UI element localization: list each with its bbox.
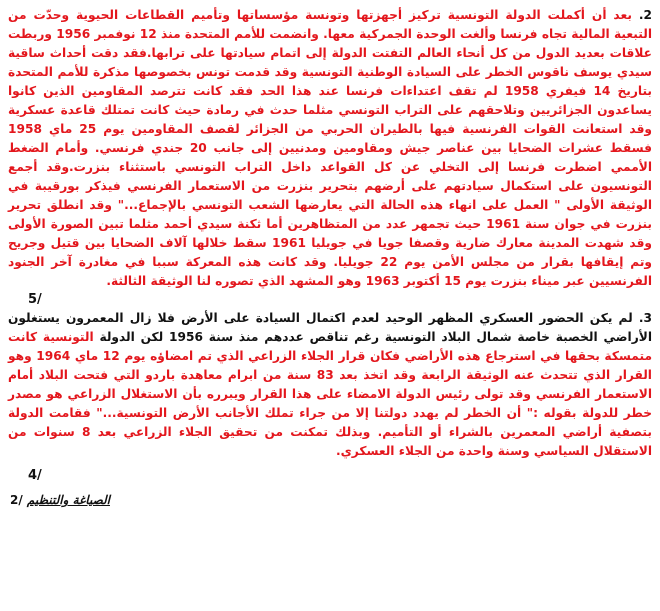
- paragraph-number: 3.: [638, 311, 652, 325]
- score-mark: 5/: [28, 292, 42, 307]
- paragraph-text: التونسية كانت متمسكة بحقها في استرجاع هذه الأراضي فكان قرار الجلاء الزراعي الذي تم امضاؤه يوم 12 ماي 1964 وهو القرار الذي تتحدث عنه الوثيقة الرابعة وقد اتخذ بعد 83 سنة من ابرام معاهدة باردو التي فتحت البلاد أمام الاستعمار الفرنسي وقد تولى رئيس الدولة الامضاء على هذا القرار ويبرره بأن الاستغلال الزراعي هو مصدر خطر للدولة بقوله :" أن الخطر لم يهدد دولتنا إلا من جراء تملك الأجانب الأرض التونسية..." فقامت الدولة بتصفية أراضي المعمرين بالشراء أو التأميم. وبذلك تمكنت من تحقيق الجلاء الزراعي بعد 8 سنوات من الاستقلال السياسي وسنة واحدة من الجلاء العسكري.: [8, 330, 652, 458]
- footer-label: الصياغة والتنظيم: [26, 493, 110, 507]
- paragraph-number: 2.: [638, 8, 652, 22]
- paragraph-text: لم يكن الحضور العسكري المظهر الوحيد لعدم اكتمال السيادة على الأرض فلا زال المعمرون يستغلون الأراضي الخصبة خاصة شمال البلاد التونسية رغم تناقص عددهم منذ سنة 1956 لكن الدولة: [8, 311, 652, 344]
- paragraph-3: [8, 309, 652, 461]
- footer-score: [8, 491, 652, 509]
- paragraph-2: [8, 6, 652, 291]
- footer-mark: 2/: [10, 493, 23, 507]
- paragraph-text: بعد أن أكملت الدولة التونسية تركيز أجهزتها وتونسة مؤسساتها وتأميم القطاعات الحيوية وحدّت من التبعية المالية تجاه فرنسا وألغت الوحدة الجمركية معها. وانضمت للأمم المتحدة منذ 12 نوفمبر 1956 وربطت علاقات بعديد الدول من كل أنحاء العالم التفتت الدولة إلى اتمام سيادتها على ترابها.فقد دقت أحداث ساقية سيدي يوسف ناقوس الخطر على السيادة الوطنية التونسية وقد قدمت تونس بخصوصها مذكرة للأمم المتحدة بتاريخ 14 فيفري 1958 لم تقف اعتداءات فرنسا عند هذا الحد فقد كانت تترصد المقاومين الذين كانوا يساعدون الجزائريين وتلاحقهم على التراب التونسي مثلما حدث في رمادة حيث كانت تمتلك قاعدة عسكرية وقد استعانت القوات الفرنسية فيها بالطيران الحربي من الجزائر لقصف المقاومين يوم 25 ماي 1958 فسقط عشرات الضحايا بين عناصر جيش ومقاومين ومدنيين إلى جانب 20 جندي فرنسي. وأمام الضغط الأممي اضطرت فرنسا إلى التخلي عن كل القواعد داخل التراب التونسي باستثناء بنزرت.وقد أجمع التونسيون على استكمال سيادتهم على أرضهم بتحرير بنزرت من الاستعمار الفرنسي فيذكر بورقيبة في الوثيقة الأولى " العمل على انهاء هذه الحالة التي يعارضها الشعب التونسي بالإجماع..." وقد انطلق تحرير بنزرت في جوان سنة 1961 حيث تجمهر عدد من المتظاهرين أما ثكنة سيدي أحمد مثلما تبين الصورة الأولى وقد شهدت المدينة معارك ضارية وقصفا جويا في جويليا 1961 سقط خلالها آلاف الضحايا بين قتيل وجريح وتم إيقافها بقرار من مجلس الأمن يوم 22 جويليا. وقد كانت هذه المعركة سببا في مغادرة آخر الجنود الفرنسيين عبر ميناء بنزرت يوم 15 أكتوبر 1963 وهو المشهد الذي تصوره لنا الوثيقة الثالثة.: [8, 8, 653, 288]
- score-mark: 4/: [28, 468, 42, 483]
